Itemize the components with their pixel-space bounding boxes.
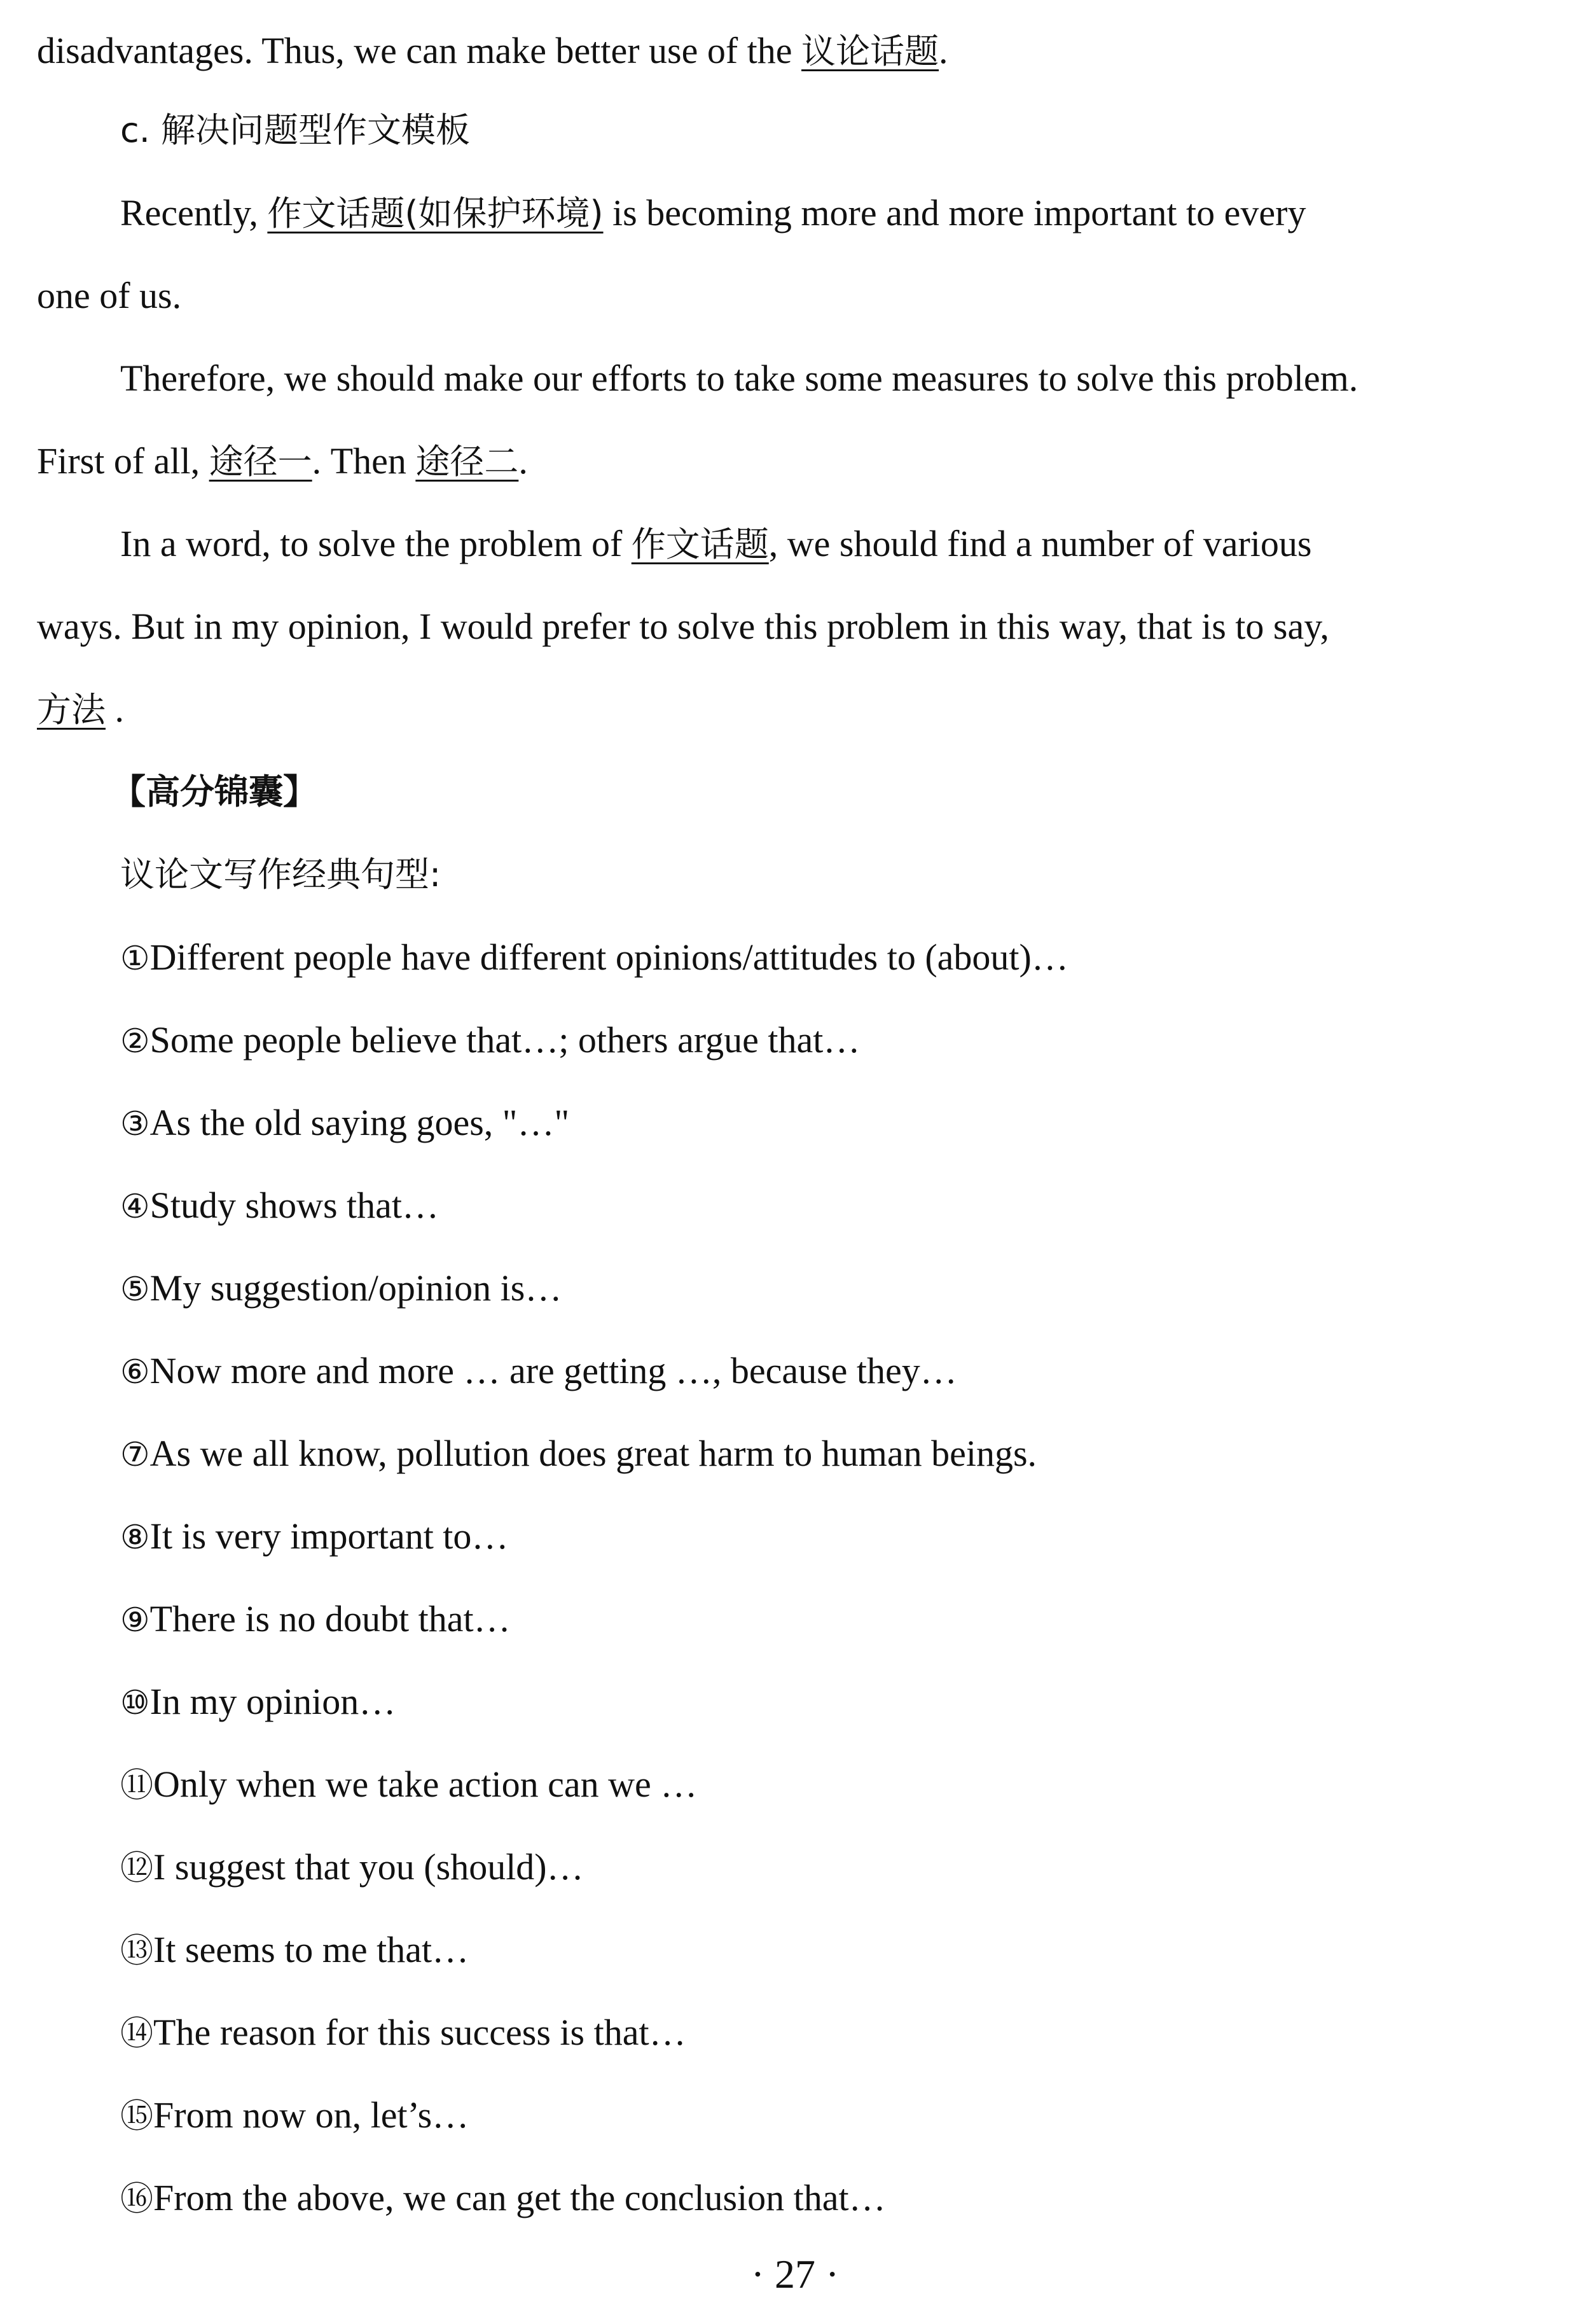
sentence-number: ⑤ bbox=[120, 1270, 150, 1309]
sentence-item bbox=[120, 1346, 1553, 1398]
paragraph-4-line-3 bbox=[37, 684, 1553, 735]
sentence-number: ① bbox=[120, 940, 150, 978]
paragraph-4-line-2: ways. But in my opinion, I would prefer to solve this problem in this way, that is to say, bbox=[37, 606, 1329, 647]
paragraph-3-line-2 bbox=[37, 436, 1553, 487]
sentence-number: ⑫ bbox=[120, 1849, 154, 1888]
sentence-item bbox=[120, 2090, 1553, 2142]
paragraph-4-line-1 bbox=[120, 518, 1553, 570]
paragraph-2-underlined: 作文话题(如保护环境) bbox=[267, 193, 604, 233]
sentence-item bbox=[120, 1015, 1553, 1067]
sentence-item bbox=[120, 2173, 1553, 2225]
sentence-text: From the above, we can get the conclusion that… bbox=[153, 2177, 886, 2218]
paragraph-4-rest: , we should find a number of various bbox=[768, 523, 1312, 564]
sentence-item bbox=[120, 1428, 1553, 1480]
sentence-text: In my opinion… bbox=[149, 1681, 396, 1722]
sentence-text: I suggest that you (should)… bbox=[153, 1846, 584, 1888]
page-number: · 27 · bbox=[750, 2251, 840, 2297]
sentence-item bbox=[120, 1594, 1553, 1646]
sentence-text: The reason for this success is that… bbox=[153, 2012, 686, 2053]
paragraph-3-underlined-1: 途径一 bbox=[209, 442, 312, 482]
sentence-item bbox=[120, 1263, 1553, 1315]
sentence-number: ⑬ bbox=[120, 1932, 154, 1970]
sentence-item bbox=[120, 1842, 1553, 1894]
paragraph-4-underlined-1: 作文话题 bbox=[631, 524, 769, 564]
paragraph-1-line bbox=[37, 25, 1553, 77]
sentence-item bbox=[120, 1097, 1553, 1150]
sentence-text: From now on, let’s… bbox=[153, 2094, 469, 2136]
sentence-text: Study shows that… bbox=[149, 1185, 439, 1226]
sentence-number: ⑮ bbox=[120, 2098, 154, 2136]
sentence-text: As the old saying goes, "…" bbox=[149, 1102, 570, 1143]
sentence-text: Only when we take action can we … bbox=[153, 1764, 698, 1805]
sentence-text: There is no doubt that… bbox=[149, 1598, 511, 1639]
paragraph-2-line-2: one of us. bbox=[37, 275, 182, 316]
sentence-text: Different people have different opinions/attitudes to (about)… bbox=[149, 936, 1068, 978]
paragraph-1-end: . bbox=[939, 30, 948, 71]
paragraph-3-start: First of all, bbox=[37, 440, 209, 482]
paragraph-2-start: Recently, bbox=[120, 192, 268, 233]
section-heading: c. 解决问题型作文模板 bbox=[120, 110, 471, 150]
sentence-text: As we all know, pollution does great harm to human beings. bbox=[149, 1433, 1037, 1474]
sentence-text: My suggestion/opinion is… bbox=[149, 1267, 562, 1309]
sentence-item bbox=[120, 1676, 1553, 1729]
sentence-number: ③ bbox=[120, 1105, 150, 1143]
sentence-number: ⑥ bbox=[120, 1353, 150, 1391]
sentence-item bbox=[120, 932, 1553, 984]
sentence-text: Some people believe that…; others argue that… bbox=[149, 1019, 861, 1061]
paragraph-2-rest: is becoming more and more important to every bbox=[603, 192, 1306, 233]
paragraph-2-line-1 bbox=[120, 188, 1553, 239]
sentence-number: ④ bbox=[120, 1188, 150, 1226]
paragraph-1-underlined: 议论话题 bbox=[801, 31, 939, 71]
sentence-number: ⑨ bbox=[120, 1601, 150, 1639]
sentence-item bbox=[120, 1180, 1553, 1232]
sentence-text: It is very important to… bbox=[149, 1515, 509, 1557]
sentence-text: It seems to me that… bbox=[153, 1929, 469, 1970]
paragraph-3-underlined-2: 途径二 bbox=[415, 442, 519, 482]
sentence-item bbox=[120, 1924, 1553, 1977]
paragraph-1-text: disadvantages. Thus, we can make better use of the bbox=[37, 30, 802, 71]
paragraph-4-underlined-2: 方法 bbox=[37, 690, 106, 730]
tips-heading: 【高分锦囊】 bbox=[111, 772, 317, 812]
sentence-number: ⑧ bbox=[120, 1519, 150, 1557]
sentence-text: Now more and more … are getting …, because they… bbox=[149, 1350, 957, 1391]
tips-intro: 议论文写作经典句型: bbox=[120, 854, 441, 894]
paragraph-3-line-1: Therefore, we should make our efforts to take some measures to solve this problem. bbox=[120, 358, 1358, 399]
paragraph-3-end: . bbox=[518, 440, 528, 482]
sentence-number: ⑯ bbox=[120, 2180, 154, 2218]
sentence-item bbox=[120, 2007, 1553, 2059]
sentence-number: ⑭ bbox=[120, 2015, 154, 2053]
paragraph-4-end: . bbox=[106, 688, 124, 730]
sentence-item bbox=[120, 1511, 1553, 1563]
paragraph-3-mid: . Then bbox=[312, 440, 416, 482]
sentence-item bbox=[120, 1759, 1553, 1811]
sentence-number: ⑦ bbox=[120, 1436, 150, 1474]
sentence-number: ⑪ bbox=[120, 1767, 154, 1805]
paragraph-4-start: In a word, to solve the problem of bbox=[120, 523, 632, 564]
sentence-number: ② bbox=[120, 1022, 150, 1061]
sentence-number: ⑩ bbox=[120, 1684, 150, 1722]
